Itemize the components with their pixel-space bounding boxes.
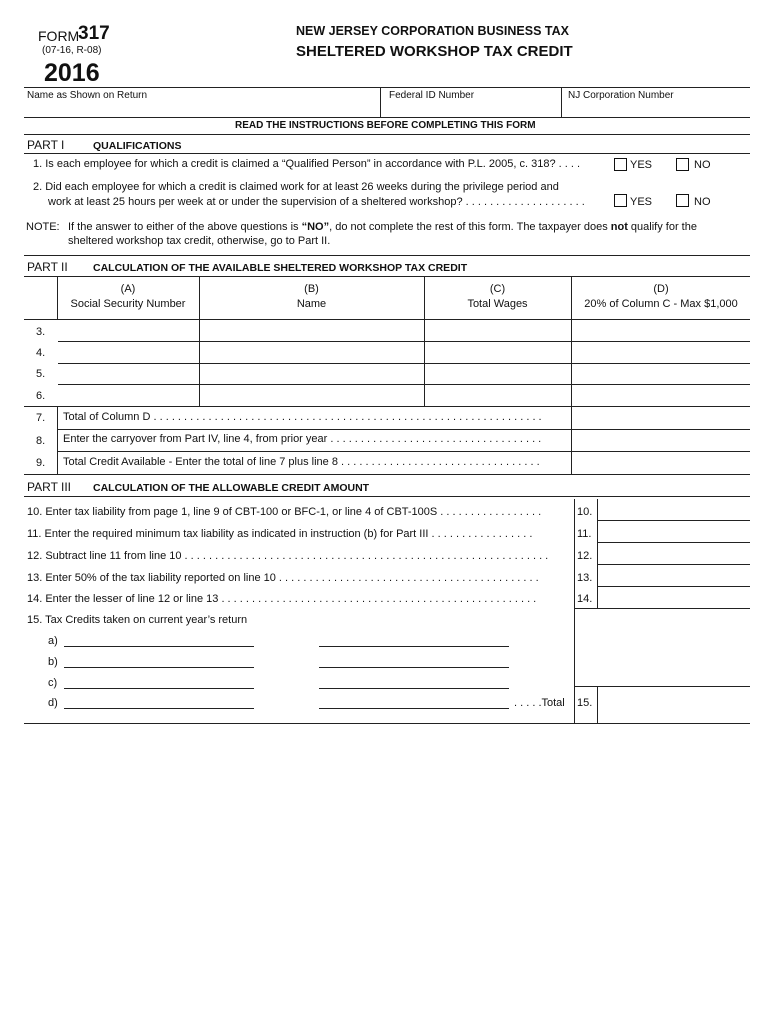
federal-id-field[interactable]	[382, 100, 560, 116]
note-text-no: “NO”	[301, 221, 330, 233]
line-12-text: 12. Subtract line 11 from line 10 . . . . . . . . . . . . . . . . . . . . . . . . . . . . . . . . . . . . . . . . . . . . . . . . . . . . . . . . . . . .	[27, 550, 549, 562]
row-5-name-input[interactable]	[201, 365, 423, 383]
row-5-label: 5.	[36, 368, 46, 380]
line-10-input[interactable]	[599, 500, 749, 519]
line-14-num: 14.	[577, 593, 593, 605]
q2-no-checkbox[interactable]	[676, 194, 689, 207]
q2-no-label: NO	[694, 196, 711, 208]
form-number: 317	[78, 23, 110, 44]
col-d-letter: (D)	[653, 283, 669, 295]
note-line1	[68, 221, 697, 233]
line-10-text: 10. Enter tax liability from page 1, line 9 of CBT-100 or BFC-1, or line 4 of CBT-100S . . . . . . . . . . . . . . . . .	[27, 506, 542, 518]
line-12-input[interactable]	[599, 544, 749, 563]
col-c-letter: (C)	[489, 283, 506, 295]
line-13-input[interactable]	[599, 566, 749, 585]
note-text-e: qualify for the	[627, 221, 697, 233]
row-3-label: 3.	[36, 326, 46, 338]
form-revision: (07-16, R-08)	[42, 45, 102, 56]
col-d-desc: 20% of Column C - Max $1,000	[584, 298, 738, 310]
q1-no-label: NO	[694, 159, 711, 171]
sub-item-c-left-input[interactable]	[64, 674, 254, 688]
sub-item-a-left-input[interactable]	[64, 632, 254, 646]
line-11-text: 11. Enter the required minimum tax liability as indicated in instruction (b) for Part III . . . . . . . . . . . . . . . . .	[27, 528, 533, 540]
line-7-text: Total of Column D . . . . . . . . . . . . . . . . . . . . . . . . . . . . . . . . . . . . . . . . . . . . . . . . . . . . . . . . . . . . . . . .	[63, 411, 542, 423]
col-a-desc: Social Security Number	[70, 298, 186, 310]
row-6-credit-input[interactable]	[573, 386, 749, 405]
line-13-text: 13. Enter 50% of the tax liability reported on line 10 . . . . . . . . . . . . . . . . . . . . . . . . . . . . . . . . . . . . . . . . . . .	[27, 572, 539, 584]
col-b-letter: (B)	[304, 283, 319, 295]
row-3-name-input[interactable]	[201, 321, 423, 340]
sub-item-b-label: b)	[48, 656, 58, 668]
q2-yes-label: YES	[630, 196, 653, 208]
col-a-letter: (A)	[120, 283, 136, 295]
sub-item-d-label: d)	[48, 697, 58, 709]
part2-label: PART II	[27, 260, 68, 274]
row-4-wages-input[interactable]	[426, 343, 570, 362]
row-5-ssn-input[interactable]	[59, 365, 198, 383]
row-6-wages-input[interactable]	[426, 386, 570, 405]
col-a-header	[58, 282, 198, 312]
name-label: Name as Shown on Return	[27, 90, 148, 101]
sub-item-d-left-input[interactable]	[64, 694, 254, 708]
line-15-text: 15. Tax Credits taken on current year’s return	[27, 614, 248, 626]
sub-item-c-label: c)	[48, 677, 58, 689]
instructions-banner: READ THE INSTRUCTIONS BEFORE COMPLETING THIS FORM	[235, 120, 536, 131]
note-text-not: not	[610, 221, 628, 233]
row-4-credit-input[interactable]	[573, 343, 749, 362]
line-15-num: 15.	[577, 697, 593, 709]
q2-yes-checkbox[interactable]	[614, 194, 627, 207]
col-b-desc: Name	[296, 298, 327, 310]
row-6-name-input[interactable]	[201, 386, 423, 405]
line-9-input[interactable]	[573, 453, 749, 473]
note-text-c: , do not complete the rest of this form. The taxpayer does	[329, 221, 611, 233]
line-9-text: Total Credit Available - Enter the total of line 7 plus line 8 . . . . . . . . . . . . . . . . . . . . . . . . . . . . . . . . .	[63, 456, 540, 468]
row-3-wages-input[interactable]	[426, 321, 570, 340]
col-c-header	[425, 282, 570, 312]
line-7-num: 7.	[36, 412, 46, 424]
line-12-num: 12.	[577, 550, 593, 562]
nj-corp-field[interactable]	[563, 100, 749, 116]
col-d-header	[572, 282, 750, 312]
line-11-num: 11.	[577, 528, 592, 540]
sub-item-d-right-input[interactable]	[319, 694, 509, 708]
question-2-line1: 2. Did each employee for which a credit is claimed work for at least 26 weeks during the privilege period and	[33, 181, 559, 193]
sub-item-b-left-input[interactable]	[64, 653, 254, 667]
agency-title: NEW JERSEY CORPORATION BUSINESS TAX	[296, 24, 569, 38]
col-b-header	[200, 282, 423, 312]
sub-item-b-right-input[interactable]	[319, 653, 509, 667]
line-14-text: 14. Enter the lesser of line 12 or line 13 . . . . . . . . . . . . . . . . . . . . . . . . . . . . . . . . . . . . . . . . . . . . . . . . . . . .	[27, 593, 537, 605]
row-6-label: 6.	[36, 390, 46, 402]
question-1: 1. Is each employee for which a credit is claimed a “Qualified Person” in accordance with P.L. 2005, c. 318? . . . .	[33, 158, 581, 170]
note-text-a: If the answer to either of the above questions is	[68, 221, 302, 233]
row-4-ssn-input[interactable]	[59, 343, 198, 362]
nj-corp-label: NJ Corporation Number	[568, 90, 674, 101]
note-line2: sheltered workshop tax credit, otherwise, go to Part II.	[68, 235, 331, 247]
part2-title: CALCULATION OF THE AVAILABLE SHELTERED WORKSHOP TAX CREDIT	[93, 262, 468, 274]
question-2-line2: work at least 25 hours per week at or under the supervision of a sheltered workshop? . . . . . . . . . . . . . . . . . . . .	[48, 196, 585, 208]
sub-item-c-right-input[interactable]	[319, 674, 509, 688]
form-prefix: FORM	[38, 28, 80, 44]
row-3-credit-input[interactable]	[573, 321, 749, 340]
total-label: . . . . .Total	[514, 697, 565, 709]
line-8-num: 8.	[36, 435, 46, 447]
line-14-input[interactable]	[599, 588, 749, 607]
part3-title: CALCULATION OF THE ALLOWABLE CREDIT AMOUNT	[93, 482, 370, 494]
row-5-credit-input[interactable]	[573, 365, 749, 383]
line-15-input[interactable]	[599, 688, 749, 722]
line-11-input[interactable]	[599, 522, 749, 541]
q1-yes-label: YES	[630, 159, 653, 171]
line-7-input[interactable]	[573, 408, 749, 428]
form-year: 2016	[44, 59, 100, 87]
form-title: SHELTERED WORKSHOP TAX CREDIT	[296, 43, 573, 60]
col-c-desc: Total Wages	[467, 298, 528, 310]
row-4-name-input[interactable]	[201, 343, 423, 362]
sub-item-a-label: a)	[48, 635, 58, 647]
federal-id-label: Federal ID Number	[389, 90, 475, 101]
line-8-text: Enter the carryover from Part IV, line 4, from prior year . . . . . . . . . . . . . . . . . . . . . . . . . . . . . . . . . . .	[63, 433, 542, 445]
line-8-input[interactable]	[573, 431, 749, 450]
note-prefix: NOTE:	[26, 221, 60, 233]
row-6-ssn-input[interactable]	[59, 386, 198, 405]
line-9-num: 9.	[36, 457, 46, 469]
sub-item-a-right-input[interactable]	[319, 632, 509, 646]
row-5-wages-input[interactable]	[426, 365, 570, 383]
part1-label: PART I	[27, 138, 65, 152]
row-4-label: 4.	[36, 347, 46, 359]
line-13-num: 13.	[577, 572, 593, 584]
part3-label: PART III	[27, 480, 72, 494]
q1-no-checkbox[interactable]	[676, 158, 689, 171]
row-3-ssn-input[interactable]	[59, 321, 198, 340]
line-10-num: 10.	[577, 506, 593, 518]
q1-yes-checkbox[interactable]	[614, 158, 627, 171]
part1-title: QUALIFICATIONS	[93, 140, 182, 152]
name-field[interactable]	[25, 100, 379, 116]
